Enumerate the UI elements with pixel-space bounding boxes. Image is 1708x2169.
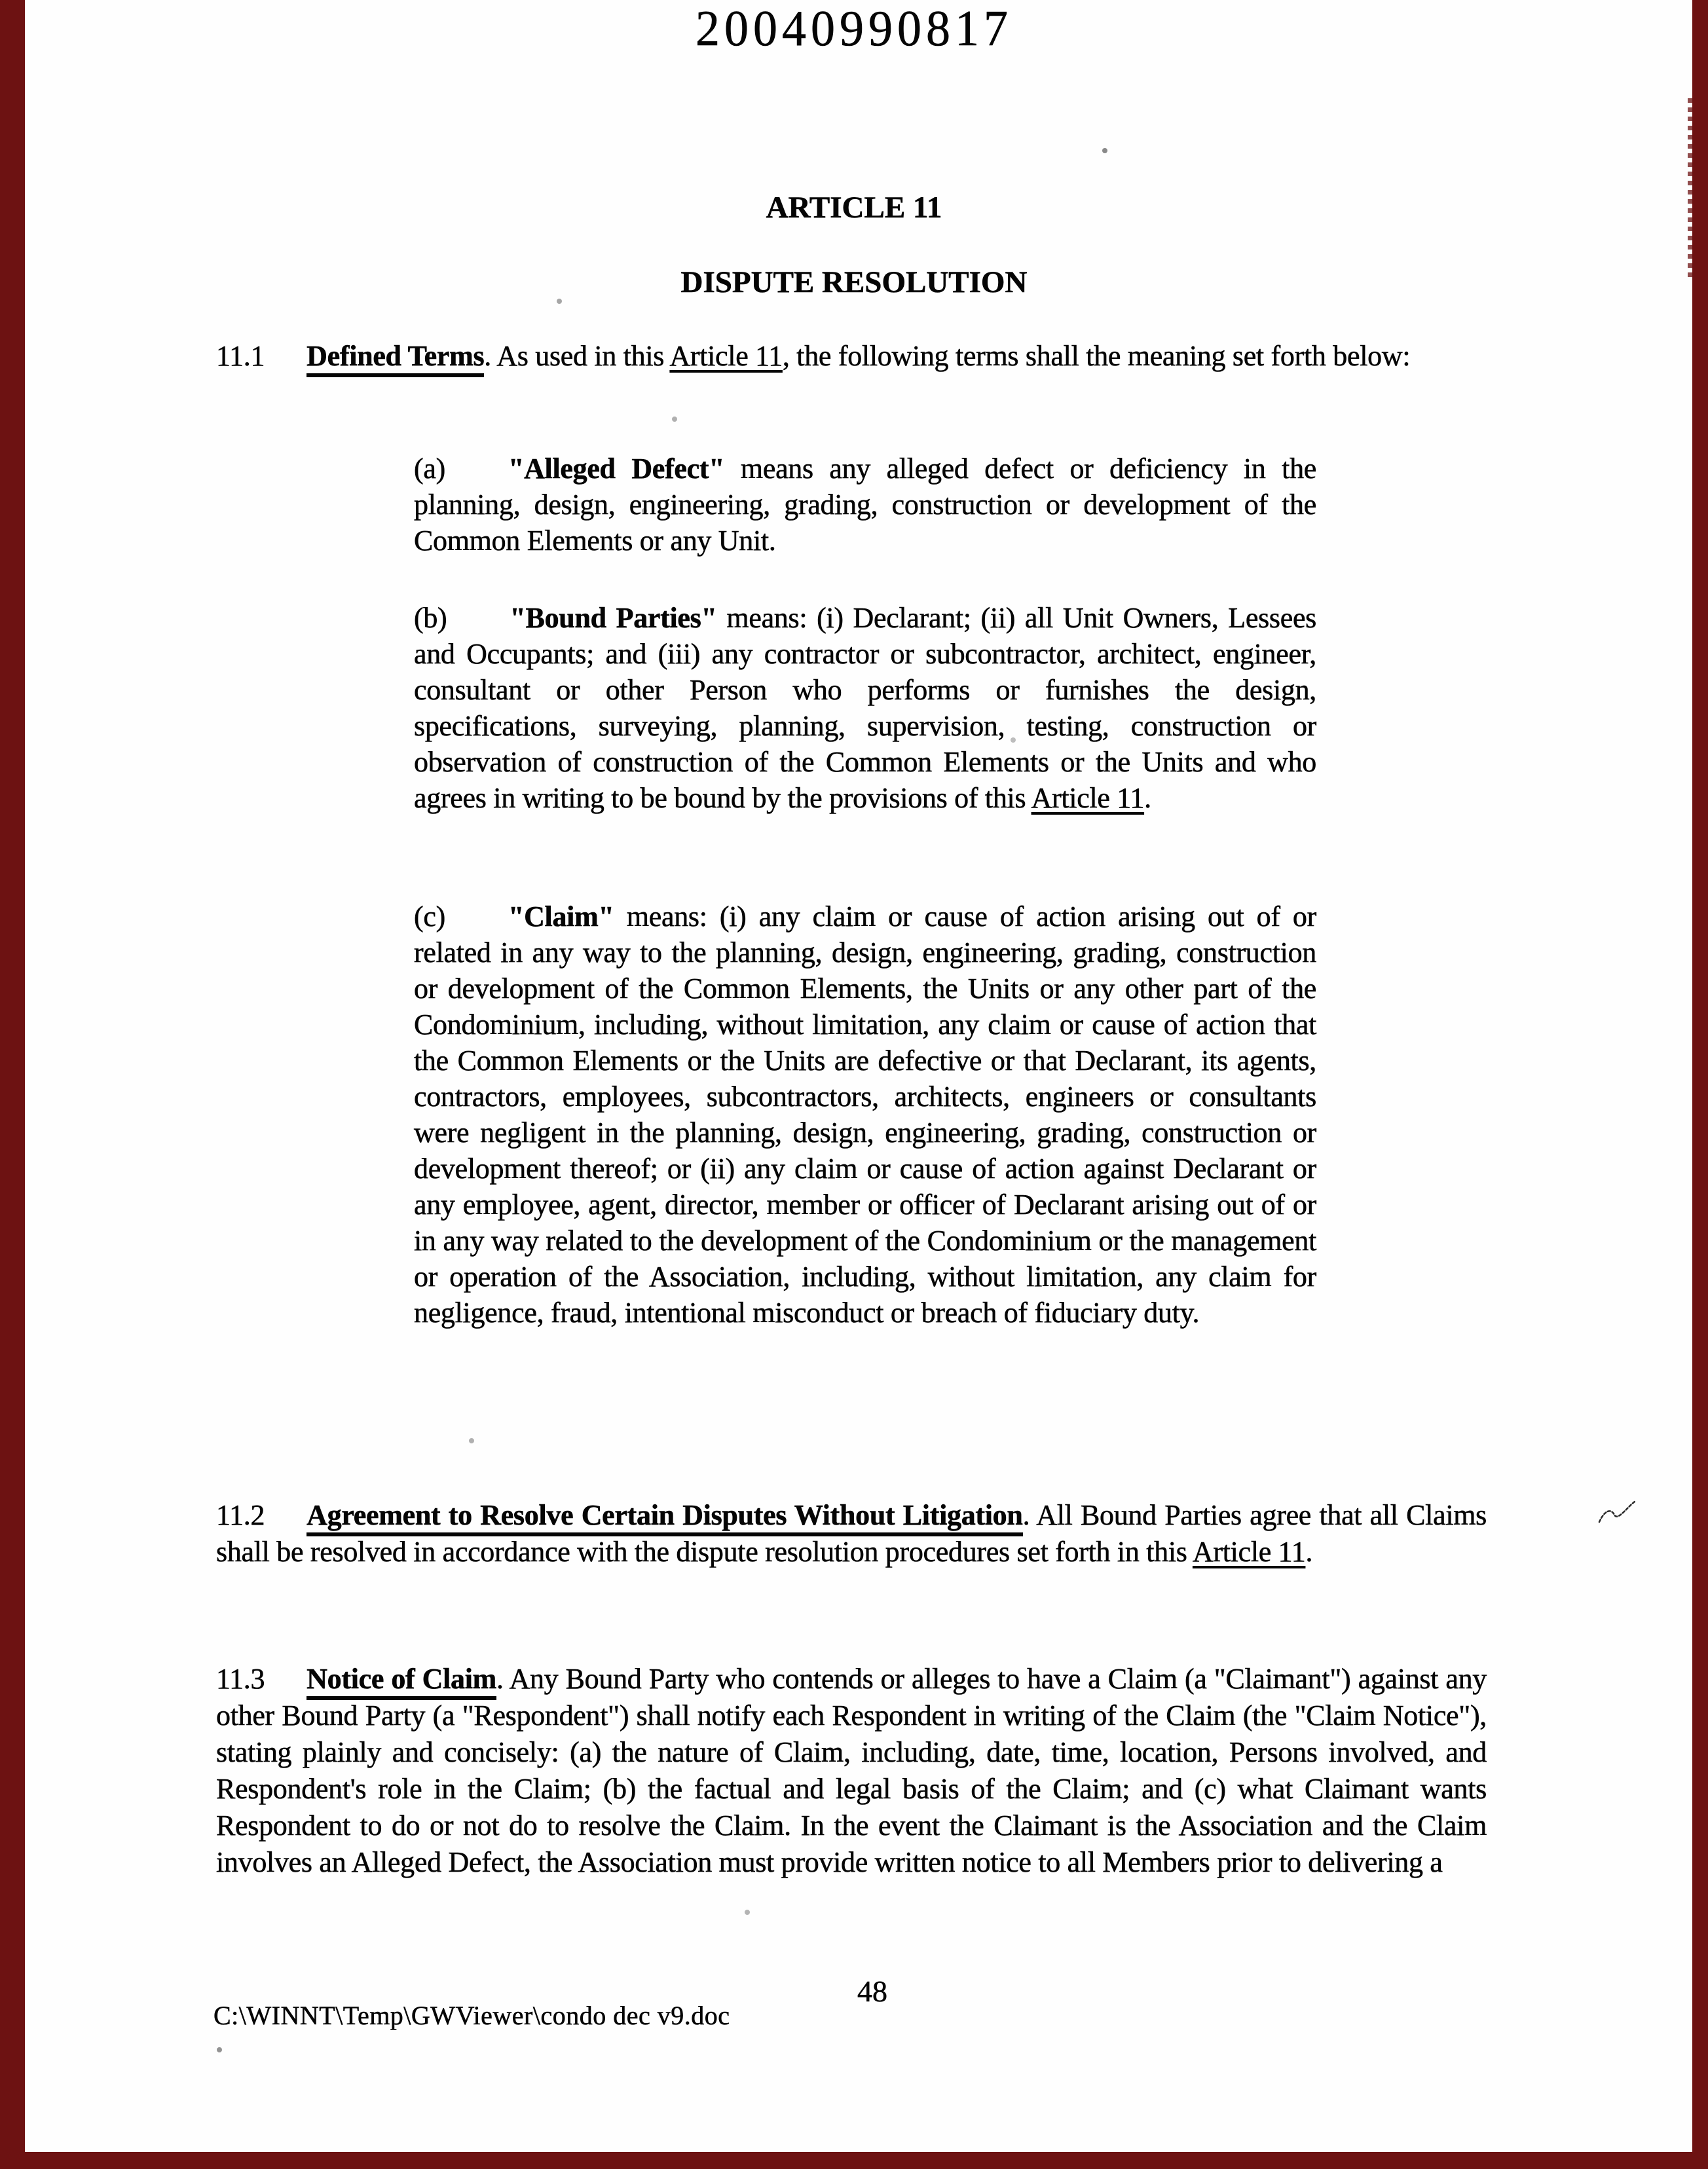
section-11-3-paragraph bbox=[216, 1661, 1487, 1881]
section-11-2-period: . bbox=[1305, 1536, 1313, 1568]
section-11-3-number: 11.3 bbox=[216, 1663, 265, 1695]
section-11-1-number: 11.1 bbox=[216, 340, 265, 372]
section-11-3-text: . Any Bound Party who contends or alleges to have a Claim (a "Claimant") against any other Bound Party (a "Respondent") shall notify each Respondent in writing of the Claim (the "Claim Notice"), stating plainly and concisely: (a) the nature of Claim, including, date, time, location, Persons involved, and Respondent's role in the Claim; (b) the factual and legal basis of the Claim; and (c) what Claimant wants Respondent to do or not do to resolve the Claim. In the event the Claimant is the Association and the Claim involves an Alleged Defect, the Association must provide written notice to all Members prior to delivering a bbox=[216, 1663, 1487, 1878]
recording-number: 20040990817 bbox=[696, 0, 1012, 58]
definition-c-label: (c) bbox=[414, 900, 445, 933]
section-11-3-title: Notice of Claim bbox=[306, 1663, 496, 1700]
scan-border-right bbox=[1692, 0, 1708, 2169]
section-11-1-text: . As used in this bbox=[484, 340, 670, 372]
section-11-1-text-rest: , the following terms shall the meaning set forth below: bbox=[782, 340, 1411, 372]
article-heading: ARTICLE 11 bbox=[766, 191, 942, 225]
definition-c-text: means: (i) any claim or cause of action arising out of or related in any way to the planning, design, engineering, grading, construction or development of the Common Elements, the Units or any other part of the Condominium, including, without limitation, any claim or cause of action that the Common Elements or the Units are defective or that Declarant, its agents, contractors, employees, subcontractors, architects, engineers or consultants were negligent in the planning, design, engineering, grading, construction or development thereof; or (ii) any claim or cause of action against Declarant or any employee, agent, director, member or officer of Declarant arising out of or in any way related to the development of the Condominium or the management or operation of the Association, including, without limitation, any claim for negligence, fraud, intentional misconduct or breach of fiduciary duty. bbox=[414, 900, 1316, 1329]
scan-border-bottom bbox=[0, 2152, 1708, 2169]
definition-a-text: means any alleged defect or deficiency in the planning, design, engineering, grading, construction or development of the Common Elements or any Unit. bbox=[414, 453, 1316, 557]
section-11-2-paragraph bbox=[216, 1497, 1487, 1570]
scan-border-left bbox=[0, 0, 25, 2169]
section-11-1-title: Defined Terms bbox=[306, 340, 484, 377]
footer-file-path: C:\WINNT\Temp\GWViewer\condo dec v9.doc bbox=[214, 2001, 730, 2030]
section-11-2-number: 11.2 bbox=[216, 1499, 265, 1531]
section-11-2-title: Agreement to Resolve Certain Disputes Without Litigation bbox=[306, 1499, 1022, 1536]
page-number: 48 bbox=[857, 1974, 887, 2008]
definition-alleged-defect bbox=[414, 451, 1316, 559]
definition-b-text: means: (i) Declarant; (ii) all Unit Owners, Lessees and Occupants; and (iii) any contractor or subcontractor, architect, engineer, consultant or other Person who performs or furnishes the design, specifications, surveying, planning, supervision, testing, construction or observation of construction of the Common Elements or the Units and who agrees in writing to be bound by the provisions of this bbox=[414, 602, 1316, 814]
definition-bound-parties bbox=[414, 600, 1316, 816]
defined-term-alleged-defect: "Alleged Defect" bbox=[508, 453, 725, 485]
defined-term-claim: "Claim" bbox=[508, 900, 614, 933]
article-11-reference: Article 11 bbox=[1192, 1536, 1306, 1568]
scan-edge-noise bbox=[1688, 98, 1692, 282]
section-11-2-text: . All Bound Parties agree that all Claims shall be resolved in accordance with the dispute resolution procedures set forth in this bbox=[216, 1499, 1487, 1568]
section-11-1-paragraph bbox=[216, 338, 1487, 375]
definition-b-label: (b) bbox=[414, 602, 447, 634]
handwritten-squiggle-icon bbox=[1597, 1497, 1643, 1532]
definition-claim bbox=[414, 899, 1316, 1331]
article-11-reference: Article 11 bbox=[669, 340, 783, 372]
definition-b-period: . bbox=[1144, 782, 1151, 814]
defined-term-bound-parties: "Bound Parties" bbox=[510, 602, 717, 634]
article-11-reference: Article 11 bbox=[1031, 782, 1145, 814]
definition-a-label: (a) bbox=[414, 453, 445, 485]
article-title: DISPUTE RESOLUTION bbox=[680, 265, 1028, 299]
